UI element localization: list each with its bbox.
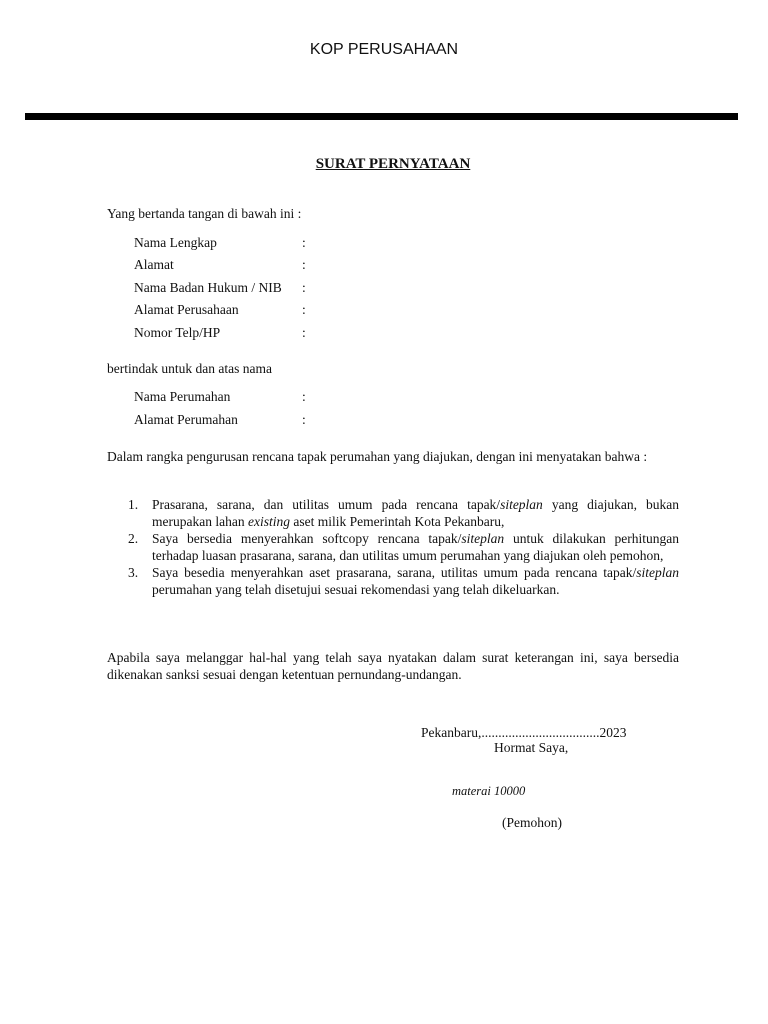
field-colon: : [302, 235, 306, 250]
field-row-legal-entity [134, 280, 306, 296]
letterhead-placeholder: KOP PERUSAHAAN [309, 41, 459, 58]
list-text: Saya besedia menyerahkan aset prasarana, sarana, utilitas umum pada rencana tapak/siteplan perumahan yang telah disetujui sesuai rekomendasi yang telah dikeluarkan. [152, 565, 679, 597]
regards-text: Hormat Saya, [494, 740, 569, 755]
statement-intro: Dalam rangka pengurusan rencana tapak perumahan yang diajukan, dengan ini menyatakan bahwa : [107, 449, 648, 464]
list-number: 1. [128, 497, 139, 512]
field-label: Alamat [134, 257, 174, 272]
list-text: Prasarana, sarana, dan utilitas umum pada rencana tapak/siteplan yang diajukan, bukan merupakan lahan existing aset milik Pemerintah Kota Pekanbaru, [152, 497, 679, 529]
field-row-full-name [134, 235, 306, 251]
header-divider [25, 113, 738, 120]
list-number: 3. [128, 565, 139, 580]
place-date: Pekanbaru,...................................2023 [421, 725, 627, 740]
applicant-signature-label: (Pemohon) [502, 815, 562, 830]
list-item [128, 496, 679, 530]
field-colon: : [302, 280, 306, 295]
field-row-housing-name [134, 389, 306, 405]
intro-text: Yang bertanda tangan di bawah ini : [107, 206, 302, 221]
field-label: Alamat Perusahaan [134, 302, 239, 317]
list-number: 2. [128, 531, 139, 546]
field-colon: : [302, 257, 306, 272]
field-label: Nomor Telp/HP [134, 325, 221, 340]
field-label: Nama Lengkap [134, 235, 217, 250]
stamp-duty-placeholder: materai 10000 [452, 784, 526, 798]
on-behalf-text: bertindak untuk dan atas nama [107, 361, 272, 376]
field-row-housing-address [134, 412, 306, 428]
field-label: Nama Perumahan [134, 389, 231, 404]
document-title: SURAT PERNYATAAN [315, 156, 471, 172]
list-text: Saya bersedia menyerahkan softcopy rencana tapak/siteplan untuk dilakukan perhitungan terhadap luasan prasarana, sarana, dan utilitas umum perumahan yang diajukan oleh pemohon, [152, 531, 680, 563]
list-item [128, 530, 679, 564]
list-item [128, 564, 679, 598]
field-row-phone [134, 325, 306, 341]
field-label: Nama Badan Hukum / NIB [134, 280, 282, 295]
statement-list [128, 496, 679, 598]
field-colon: : [302, 325, 306, 340]
closing-paragraph: Apabila saya melanggar hal-hal yang telah saya nyatakan dalam surat keterangan ini, saya bersedia dikenakan sanksi sesuai dengan ketentuan pernundang-undangan. [107, 650, 679, 682]
field-colon: : [302, 389, 306, 404]
field-label: Alamat Perumahan [134, 412, 238, 427]
field-row-company-address [134, 302, 306, 318]
field-colon: : [302, 302, 306, 317]
field-row-address [134, 257, 306, 273]
field-colon: : [302, 412, 306, 427]
